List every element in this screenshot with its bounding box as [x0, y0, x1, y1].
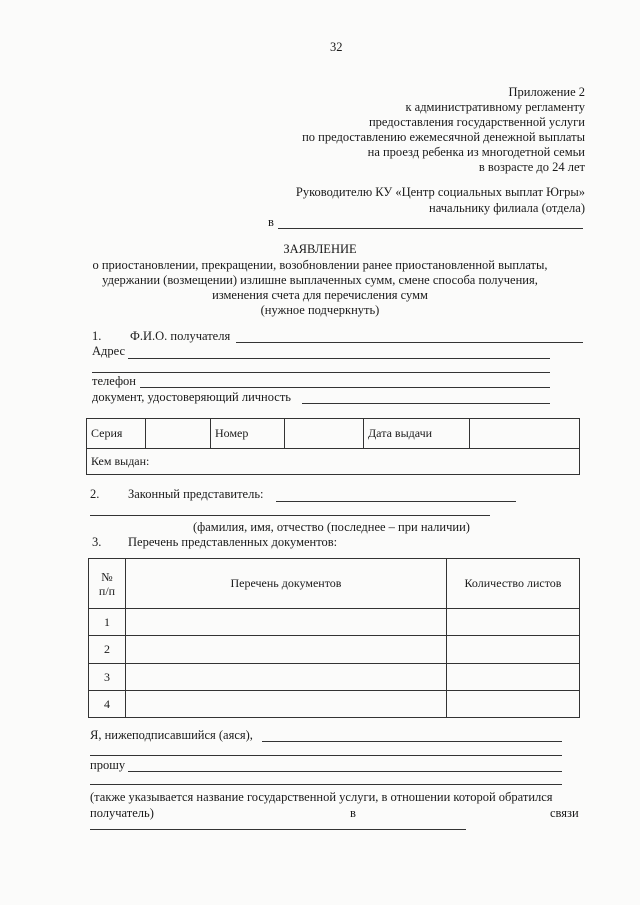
- fio-label: Ф.И.О. получателя: [130, 329, 231, 343]
- addressee-line2: начальнику филиала (отдела): [429, 201, 585, 215]
- section3-number: 3.: [92, 535, 102, 549]
- appendix-line: по предоставлению ежемесячной денежной выплаты: [302, 130, 585, 144]
- appendix-line: в возрасте до 24 лет: [478, 160, 585, 174]
- form-title: ЗАЯВЛЕНИЕ: [283, 242, 357, 256]
- undersigned-field-2[interactable]: [90, 755, 562, 756]
- note-line2-start: получатель): [90, 806, 154, 820]
- note-line2-end: связи: [550, 806, 579, 820]
- row-number: 1: [89, 609, 126, 636]
- appendix-line: на проезд ребенка из многодетной семьи: [367, 145, 585, 159]
- appendix-line: к административному регламенту: [405, 100, 585, 114]
- doc-name-input[interactable]: [126, 636, 447, 664]
- fio-field[interactable]: [236, 342, 583, 343]
- series-label-cell: Серия: [87, 419, 146, 449]
- number-label-cell: Номер: [211, 419, 285, 449]
- representative-hint: (фамилия, имя, отчество (последнее – при наличии): [193, 520, 470, 534]
- phone-field[interactable]: [140, 387, 550, 388]
- documents-table: [88, 558, 580, 718]
- col-sheets-header: Количество листов: [447, 559, 580, 609]
- col-docs-header: Перечень документов: [126, 559, 447, 609]
- doc-sheets-input[interactable]: [447, 664, 580, 691]
- request-field-2[interactable]: [90, 784, 562, 785]
- appendix-header: [302, 85, 585, 175]
- subtitle-line: (нужное подчеркнуть): [260, 303, 380, 317]
- date-label-cell: Дата выдачи: [364, 419, 470, 449]
- doc-name-input[interactable]: [126, 664, 447, 691]
- doc-sheets-input[interactable]: [447, 691, 580, 718]
- addressee-line1: Руководителю КУ «Центр социальных выплат Югры»: [295, 185, 585, 199]
- id-document-table: [86, 418, 580, 475]
- addressee-prefix: в: [268, 215, 274, 229]
- id-doc-label: документ, удостоверяющий личность: [92, 390, 292, 404]
- phone-label: телефон: [92, 374, 136, 388]
- appendix-line: предоставления государственной услуги: [368, 115, 585, 129]
- doc-name-input[interactable]: [126, 609, 447, 636]
- row-number: 2: [89, 636, 126, 664]
- documents-list-label: Перечень представленных документов:: [128, 535, 338, 549]
- representative-field[interactable]: [276, 501, 516, 502]
- doc-sheets-input[interactable]: [447, 609, 580, 636]
- col-no-line2: п/п: [98, 583, 116, 598]
- undersigned-label: Я, нижеподписавшийся (аяся),: [90, 728, 253, 742]
- address-label: Адрес: [92, 344, 126, 358]
- form-subtitle: [0, 258, 640, 318]
- section1-number: 1.: [92, 329, 102, 343]
- addressee-field[interactable]: [278, 228, 583, 229]
- representative-label: Законный представитель:: [128, 487, 264, 501]
- representative-field-2[interactable]: [90, 515, 490, 516]
- subtitle-line: удержании (возмещении) излишне выплаченных сумм, смене способа получения,: [102, 273, 538, 287]
- request-label: прошу: [90, 758, 126, 772]
- section2-number: 2.: [90, 487, 100, 501]
- subtitle-line: о приостановлении, прекращении, возобновлении ранее приостановленной выплаты,: [92, 258, 548, 272]
- doc-sheets-input[interactable]: [447, 636, 580, 664]
- id-doc-field[interactable]: [302, 403, 550, 404]
- col-no-header: [89, 559, 126, 609]
- page-number: 32: [330, 40, 343, 54]
- appendix-line: Приложение 2: [508, 85, 585, 99]
- address-field-2[interactable]: [92, 372, 550, 373]
- note-line2-mid: в: [350, 806, 356, 820]
- doc-name-input[interactable]: [126, 691, 447, 718]
- series-input[interactable]: [146, 419, 211, 449]
- note-line1: (также указывается название государственной услуги, в отношении которой обратился: [90, 790, 553, 804]
- connection-field[interactable]: [90, 829, 466, 830]
- address-field[interactable]: [128, 358, 550, 359]
- date-input[interactable]: [470, 419, 580, 449]
- request-field[interactable]: [128, 771, 562, 772]
- number-input[interactable]: [285, 419, 364, 449]
- row-number: 4: [89, 691, 126, 718]
- issued-by-cell[interactable]: Кем выдан:: [87, 449, 580, 475]
- subtitle-line: изменения счета для перечисления сумм: [212, 288, 428, 302]
- col-no-line1: №: [101, 569, 113, 584]
- undersigned-field[interactable]: [262, 741, 562, 742]
- row-number: 3: [89, 664, 126, 691]
